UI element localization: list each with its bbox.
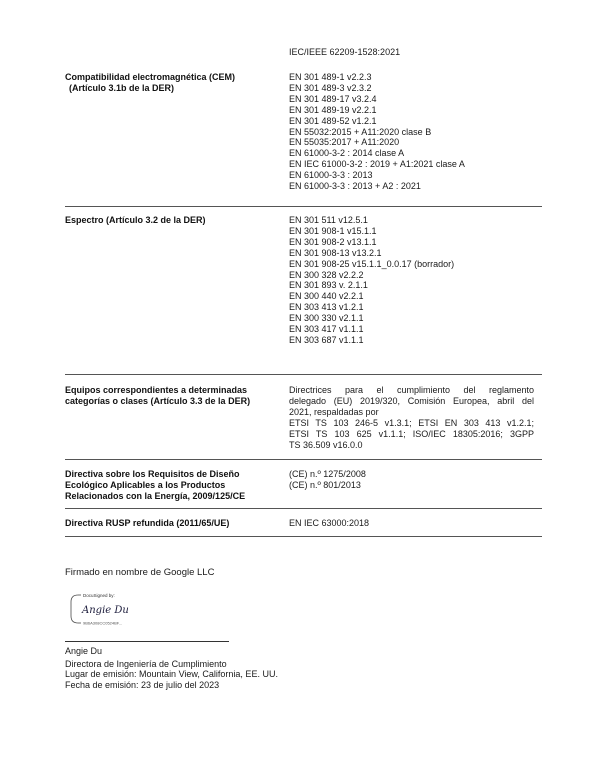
section-divider	[65, 459, 542, 460]
standard-line: EN 301 893 v. 2.1.1	[289, 280, 368, 291]
section-label-equipment	[65, 385, 270, 407]
standard-line: EN 301 489-52 v1.2.1	[289, 115, 377, 126]
section-label-ecodesign	[65, 469, 270, 502]
standard-line: EN 301 908-2 v13.1.1	[289, 236, 377, 247]
label-line: Relacionados con la Energía, 2009/125/CE	[65, 491, 246, 501]
top-standard	[289, 47, 534, 58]
label-line: Espectro (Artículo 3.2 de la DER)	[65, 215, 206, 225]
section-values-equipment	[289, 385, 534, 450]
text-line: delegado (EU) 2019/320, Comisión Europea, abril del	[289, 395, 534, 406]
standard-line: EN 61000-3-2 : 2014 clase A	[289, 148, 405, 159]
label-line: categorías o clases (Artículo 3.3 de la DER)	[65, 396, 251, 406]
signed-on-behalf: Firmado en nombre de Google LLC	[65, 567, 215, 578]
label-line: (Artículo 3.1b de la DER)	[69, 83, 175, 93]
label-line: Equipos correspondientes a determinadas	[65, 385, 248, 395]
signature-line	[65, 641, 229, 642]
standard-line: EN 303 417 v1.1.1	[289, 324, 364, 335]
section-values-emc	[289, 72, 534, 192]
section-divider	[65, 206, 542, 207]
standard-line: EN 61000-3-3 : 2013	[289, 170, 373, 181]
section-label-rohs	[65, 518, 270, 529]
docusign-signature-stamp	[68, 592, 154, 626]
standard-line: IEC/IEEE 62209-1528:2021	[289, 47, 401, 57]
standard-line: EN 301 511 v12.5.1	[289, 215, 368, 225]
text-line: Directrices para el cumplimiento del reglamento	[289, 385, 534, 395]
docusign-envelope-id: 9B6A308CC0524BF...	[83, 620, 123, 626]
text-line: ETSI TS 103 625 v1.1.1; ISO/IEC 18305:2016; 3GPP	[289, 428, 534, 439]
standard-line: EN 300 328 v2.2.2	[289, 269, 364, 280]
standard-line: EN IEC 63000:2018	[289, 518, 370, 528]
standard-line: (CE) n.º 801/2013	[289, 479, 361, 490]
standard-line: EN 300 330 v2.1.1	[289, 313, 364, 324]
standard-line: EN 303 687 v1.1.1	[289, 334, 364, 345]
standard-line: EN 300 440 v2.2.1	[289, 291, 364, 302]
standard-line: EN 301 489-3 v2.3.2	[289, 82, 372, 93]
section-label-spectrum	[65, 215, 270, 226]
signer-name: Angie Du	[65, 646, 103, 656]
standard-line: EN 303 413 v1.2.1	[289, 302, 364, 313]
label-line: Directiva RUSP refundida (2011/65/UE)	[65, 518, 230, 528]
standard-line: EN 301 489-17 v3.2.4	[289, 93, 377, 104]
issue-date: Fecha de emisión: 23 de julio del 2023	[65, 679, 220, 690]
section-divider	[65, 536, 542, 537]
standard-line: EN 301 489-1 v2.2.3	[289, 72, 372, 82]
text-line: TS 36.509 v16.0.0	[289, 439, 363, 450]
text-line: 2021, respaldadas por	[289, 406, 379, 417]
signer-details	[65, 646, 278, 690]
signer-title: Directora de Ingeniería de Cumplimiento	[65, 658, 227, 669]
standard-line: EN 301 908-13 v13.2.1	[289, 247, 382, 258]
standard-line: EN 61000-3-3 : 2013 + A2 : 2021	[289, 181, 421, 192]
section-divider	[65, 374, 542, 375]
standard-line: EN 55035:2017 + A11:2020	[289, 137, 400, 148]
standard-line: EN 301 908-25 v15.1.1_0.0.17 (borrador)	[289, 258, 455, 269]
label-line: Ecológico Aplicables a los Productos	[65, 480, 226, 490]
issue-place: Lugar de emisión: Mountain View, California, EE. UU.	[65, 669, 278, 679]
section-values-ecodesign	[289, 469, 534, 491]
text-line: ETSI TS 103 246-5 v1.3.1; ETSI EN 303 413 v1.2.1;	[289, 417, 534, 428]
standard-line: EN 55032:2015 + A11:2020 clase B	[289, 126, 432, 137]
standard-line: EN IEC 61000-3-2 : 2019 + A1:2021 clase A	[289, 159, 465, 170]
handwritten-signature: Angie Du	[82, 605, 129, 616]
docusign-header: DocuSigned by:	[83, 593, 115, 598]
label-line: Directiva sobre los Requisitos de Diseño	[65, 469, 240, 479]
section-values-rohs	[289, 518, 534, 529]
section-label-emc	[65, 72, 270, 94]
standard-line: EN 301 908-1 v15.1.1	[289, 225, 377, 236]
section-values-spectrum	[289, 215, 534, 346]
label-line: Compatibilidad electromagnética (CEM)	[65, 72, 236, 82]
standard-line: (CE) n.º 1275/2008	[289, 469, 366, 479]
standard-line: EN 301 489-19 v2.2.1	[289, 104, 377, 115]
section-divider	[65, 508, 542, 509]
